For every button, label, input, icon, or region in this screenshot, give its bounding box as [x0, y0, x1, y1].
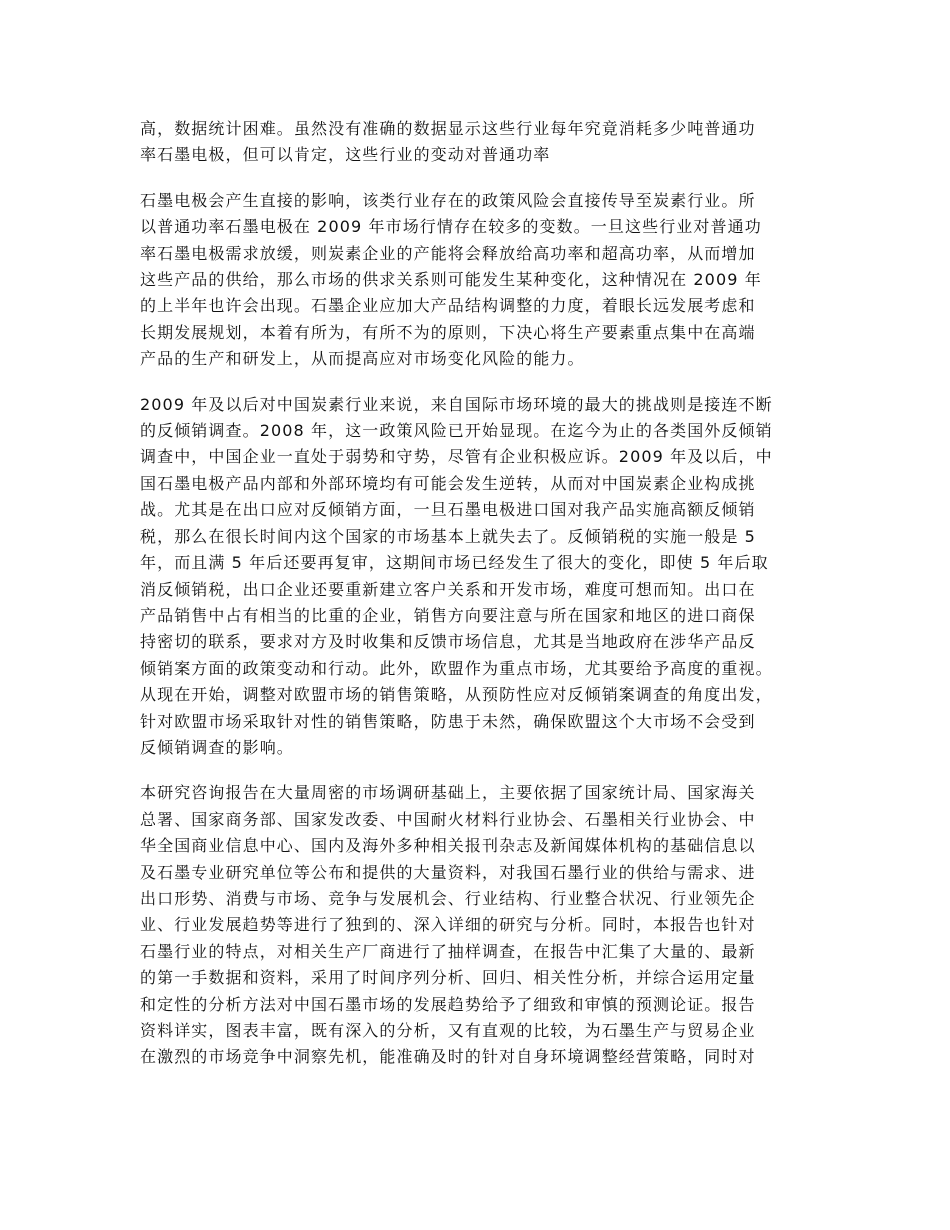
- text-line: 华全国商业信息中心、国内及海外多种相关报刊杂志及新闻媒体机构的基础信息以: [140, 836, 756, 856]
- text-line: 的第一手数据和资料，采用了时间序列分析、回归、相关性分析，并综合运用定量: [140, 968, 756, 988]
- paragraph-2: [140, 188, 812, 373]
- text-line: 针对欧盟市场采取针对性的销售策略，防患于未然，确保欧盟这个大市场不会受到: [140, 711, 756, 731]
- text-line: 年，而且满 5 年后还要再复审，这期间市场已经发生了很大的变化，即使 5 年后取: [140, 553, 769, 573]
- text-line: 税，那么在很长时间内这个国家的市场基本上就失去了。反倾销税的实施一般是 5: [140, 526, 756, 546]
- text-line: 战。尤其是在出口应对反倾销方面，一旦石墨电极进口国对我产品实施高额反倾销: [140, 500, 756, 520]
- text-line: 消反倾销税，出口企业还要重新建立客户关系和开发市场，难度可想而知。出口在: [140, 579, 756, 599]
- text-line: 以普通功率石墨电极在 2009 年市场行情存在较多的变数。一旦这些行业对普通功: [140, 217, 762, 237]
- text-line: 石墨行业的特点，对相关生产厂商进行了抽样调查，在报告中汇集了大量的、最新: [140, 941, 756, 961]
- text-line: 持密切的联系，要求对方及时收集和反馈市场信息，尤其是当地政府在涉华产品反: [140, 632, 756, 652]
- text-line: 长期发展规划，本着有所为，有所不为的原则，下决心将生产要素重点集中在高端: [140, 322, 756, 342]
- text-line: 出口形势、消费与市场、竞争与发展机会、行业结构、行业整合状况、行业领先企: [140, 888, 756, 908]
- text-line: 高，数据统计困难。虽然没有准确的数据显示这些行业每年究竟消耗多少吨普通功: [140, 119, 756, 138]
- text-line: 的上半年也许会出现。石墨企业应加大产品结构调整的力度，着眼长远发展考虑和: [140, 296, 756, 316]
- paragraph-4: [140, 780, 812, 1070]
- text-line: 反倾销调查的影响。: [140, 737, 294, 757]
- paragraph-3: [140, 392, 812, 762]
- text-line: 2009 年及以后对中国炭素行业来说，来自国际市场环境的最大的挑战则是接连不断: [140, 394, 773, 414]
- text-line: 资料详实，图表丰富，既有深入的分析，又有直观的比较，为石墨生产与贸易企业: [140, 1021, 756, 1040]
- document-body: [140, 116, 812, 1090]
- text-line: 率石墨电极需求放缓，则炭素企业的产能将会释放给高功率和超高功率，从而增加: [140, 243, 756, 263]
- text-line: 调查中，中国企业一直处于弱势和守势，尽管有企业积极应诉。2009 年及以后，中: [140, 447, 773, 467]
- text-line: 这些产品的供给，那么市场的供求关系则可能发生某种变化，这种情况在 2009 年: [140, 270, 762, 290]
- text-line: 的反倾销调查。2008 年，这一政策风险已开始显现。在迄今为止的各类国外反倾销: [140, 421, 773, 441]
- text-line: 业、行业发展趋势等进行了独到的、深入详细的研究与分析。同时，本报告也针对: [140, 915, 756, 935]
- text-line: 从现在开始，调整对欧盟市场的销售策略，从预防性应对反倾销案调查的角度出发，: [140, 685, 773, 705]
- paragraph-1: [140, 116, 812, 169]
- text-line: 总署、国家商务部、国家发改委、中国耐火材料行业协会、石墨相关行业协会、中: [140, 809, 756, 829]
- text-line: 和定性的分析方法对中国石墨市场的发展趋势给予了细致和审慎的预测论证。报告: [140, 994, 756, 1014]
- text-line: 在激烈的市场竞争中洞察先机，能准确及时的针对自身环境调整经营策略，同时对: [140, 1047, 756, 1067]
- text-line: 产品销售中占有相当的比重的企业，销售方向要注意与所在国家和地区的进口商保: [140, 605, 756, 625]
- text-line: 石墨电极会产生直接的影响，该类行业存在的政策风险会直接传导至炭素行业。所: [140, 190, 756, 210]
- text-line: 倾销案方面的政策变动和行动。此外，欧盟作为重点市场，尤其要给予高度的重视。: [140, 658, 773, 678]
- text-line: 国石墨电极产品内部和外部环境均有可能会发生逆转，从而对中国炭素企业构成挑: [140, 473, 756, 493]
- text-line: 率石墨电极，但可以肯定，这些行业的变动对普通功率: [140, 145, 551, 165]
- text-line: 及石墨专业研究单位等公布和提供的大量资料，对我国石墨行业的供给与需求、进: [140, 862, 756, 882]
- text-line: 产品的生产和研发上，从而提高应对市场变化风险的能力。: [140, 349, 585, 369]
- text-line: 本研究咨询报告在大量周密的市场调研基础上，主要依据了国家统计局、国家海关: [140, 783, 756, 803]
